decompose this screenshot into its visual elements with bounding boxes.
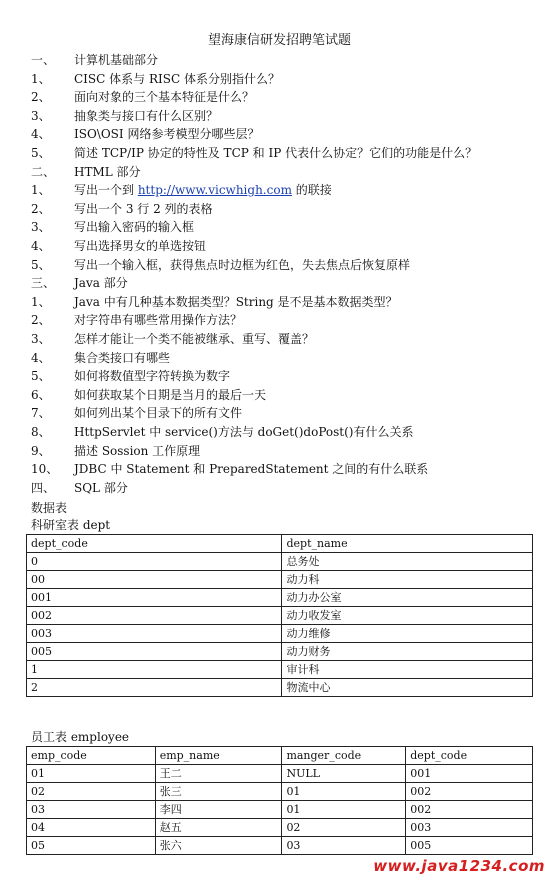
question-number: 2、 <box>31 313 51 328</box>
table-cell: 02 <box>282 819 406 837</box>
question-text: 集合类接口有哪些 <box>74 350 171 365</box>
question-line <box>31 350 170 366</box>
table-cell: 动力办公室 <box>282 589 533 607</box>
question-number: 4、 <box>31 350 51 365</box>
table-header-cell: dept_name <box>282 535 533 553</box>
dept-row <box>27 661 533 679</box>
question-line <box>31 126 259 142</box>
question-text: SQL 部分 <box>74 480 128 495</box>
table-cell: 物流中心 <box>282 679 533 697</box>
table-cell: 赵五 <box>155 819 282 837</box>
table-cell: 张六 <box>155 837 282 855</box>
question-number: 1、 <box>31 294 51 309</box>
question-line <box>31 331 314 347</box>
question-text: 如何列出某个目录下的所有文件 <box>74 406 243 421</box>
table-cell: 动力科 <box>282 571 533 589</box>
table-cell: 03 <box>27 801 156 819</box>
question-number: 3、 <box>31 220 51 235</box>
question-line <box>31 238 206 254</box>
question-line <box>31 312 242 328</box>
question-text: 写出一个输入框，获得焦点时边框为红色，失去焦点后恢复原样 <box>74 257 411 272</box>
document-title: 望海康信研发招聘笔试题 <box>207 33 351 48</box>
table-header-cell: emp_name <box>155 747 282 765</box>
question-number: 4、 <box>31 127 51 142</box>
dept-row <box>27 607 533 625</box>
question-number: 四、 <box>31 480 56 495</box>
question-line <box>31 257 410 273</box>
question-number: 1、 <box>31 183 51 198</box>
table-cell: 动力财务 <box>282 643 533 661</box>
table-cell: 002 <box>406 801 533 819</box>
question-line <box>31 219 194 235</box>
table-cell: 审计科 <box>282 661 533 679</box>
question-line <box>31 443 200 459</box>
question-text: JDBC 中 Statement 和 PreparedStatement 之间的有什么联系 <box>74 462 429 477</box>
question-text-post: 的联接 <box>291 183 332 198</box>
question-number: 5、 <box>31 369 51 384</box>
question-text: 面向对象的三个基本特征是什么？ <box>74 90 255 105</box>
question-number: 3、 <box>31 332 51 346</box>
table-cell: 01 <box>282 783 406 801</box>
table-cell: NULL <box>282 765 406 783</box>
question-line <box>31 182 332 198</box>
question-line <box>31 108 218 124</box>
question-number: 3、 <box>31 108 51 123</box>
question-text: HttpServlet 中 service()方法与 doGet()doPost()有什么关系 <box>74 425 414 439</box>
table-cell: 张三 <box>155 783 282 801</box>
question-text-pre: 写出一个到 <box>74 183 138 198</box>
table-cell: 04 <box>27 819 156 837</box>
question-text: Java 部分 <box>74 276 128 291</box>
question-line <box>31 275 128 291</box>
employee-row <box>27 783 533 801</box>
question-number: 6、 <box>31 387 51 402</box>
table-cell: 01 <box>282 801 406 819</box>
question-line <box>31 461 428 477</box>
table-header-row <box>27 747 533 765</box>
data-table-label: 数据表 <box>31 501 68 515</box>
question-text: 计算机基础部分 <box>74 53 159 67</box>
table-cell: 001 <box>406 765 533 783</box>
question-text: 如何获取某个日期是当月的最后一天 <box>74 387 267 402</box>
question-number: 5、 <box>31 146 51 160</box>
question-text: 写出一个 3 行 2 列的表格 <box>74 201 213 216</box>
dept-table <box>26 534 533 697</box>
question-link[interactable]: http://www.vicwhigh.com <box>137 183 292 198</box>
table-cell: 002 <box>27 607 282 625</box>
table-header-cell: dept_code <box>27 535 282 553</box>
question-line <box>31 368 230 384</box>
employee-row <box>27 765 533 783</box>
dept-table-caption: 科研室表 dept <box>31 518 111 532</box>
question-number: 一、 <box>31 53 56 67</box>
table-header-cell: emp_code <box>27 747 156 765</box>
table-header-cell: dept_code <box>406 747 533 765</box>
question-number: 8、 <box>31 425 51 439</box>
table-cell: 02 <box>27 783 156 801</box>
table-cell: 0 <box>27 553 282 571</box>
table-cell: 05 <box>27 837 156 855</box>
question-line <box>31 405 242 421</box>
question-text: 怎样才能让一个类不能被继承、重写、覆盖？ <box>74 332 315 346</box>
dept-row <box>27 589 533 607</box>
table-cell: 002 <box>406 783 533 801</box>
question-text: CISC 体系与 RISC 体系分别指什么？ <box>74 71 280 86</box>
table-cell: 001 <box>27 589 282 607</box>
question-line <box>31 71 280 87</box>
question-text: 抽象类与接口有什么区别？ <box>74 108 219 123</box>
table-cell: 2 <box>27 679 282 697</box>
question-number: 4、 <box>31 239 51 253</box>
dept-row <box>27 625 533 643</box>
question-text: 对字符串有哪些常用操作方法？ <box>74 313 243 328</box>
question-line <box>31 52 158 68</box>
question-text: 描述 Sossion 工作原理 <box>74 443 201 458</box>
dept-row <box>27 553 533 571</box>
question-text: 写出选择男女的单选按钮 <box>74 239 207 253</box>
employee-row <box>27 819 533 837</box>
employee-row <box>27 837 533 855</box>
employee-row <box>27 801 533 819</box>
table-cell: 总务处 <box>282 553 533 571</box>
watermark: www.java1234.com <box>373 857 545 875</box>
question-text: Java 中有几种基本数据类型？String 是不是基本数据类型？ <box>74 294 398 309</box>
question-line <box>31 145 477 161</box>
question-line <box>31 201 213 217</box>
table-cell: 李四 <box>155 801 282 819</box>
question-line <box>31 164 141 180</box>
question-line <box>31 424 413 440</box>
question-text: HTML 部分 <box>74 164 141 179</box>
question-number: 5、 <box>31 257 51 272</box>
question-text: 写出输入密码的输入框 <box>74 220 195 235</box>
table-cell: 003 <box>27 625 282 643</box>
table-cell: 1 <box>27 661 282 679</box>
question-number: 2、 <box>31 90 51 105</box>
question-line <box>31 387 266 403</box>
employee-table-caption: 员工表 employee <box>31 730 130 744</box>
question-text: ISO\OSI 网络参考模型分哪些层？ <box>74 127 260 142</box>
employee-table <box>26 746 533 855</box>
table-header-row <box>27 535 533 553</box>
question-number: 二、 <box>31 164 56 179</box>
table-cell: 01 <box>27 765 156 783</box>
table-cell: 03 <box>282 837 406 855</box>
question-number: 10、 <box>31 462 59 477</box>
table-cell: 动力维修 <box>282 625 533 643</box>
table-cell: 005 <box>27 643 282 661</box>
question-line <box>31 480 128 496</box>
dept-row <box>27 679 533 697</box>
question-number: 三、 <box>31 276 56 291</box>
question-number: 2、 <box>31 201 51 216</box>
question-text: 如何将数值型字符转换为数字 <box>74 369 231 384</box>
question-number: 7、 <box>31 406 51 421</box>
table-cell: 动力收发室 <box>282 607 533 625</box>
table-cell: 005 <box>406 837 533 855</box>
question-line <box>31 89 254 105</box>
dept-row <box>27 571 533 589</box>
table-cell: 王二 <box>155 765 282 783</box>
dept-row <box>27 643 533 661</box>
question-line <box>31 294 398 310</box>
question-number: 9、 <box>31 443 51 458</box>
table-header-cell: manger_code <box>282 747 406 765</box>
table-cell: 003 <box>406 819 533 837</box>
table-cell: 00 <box>27 571 282 589</box>
question-text: 简述 TCP/IP 协定的特性及 TCP 和 IP 代表什么协定？它们的功能是什么？ <box>74 146 478 160</box>
question-number: 1、 <box>31 71 51 86</box>
